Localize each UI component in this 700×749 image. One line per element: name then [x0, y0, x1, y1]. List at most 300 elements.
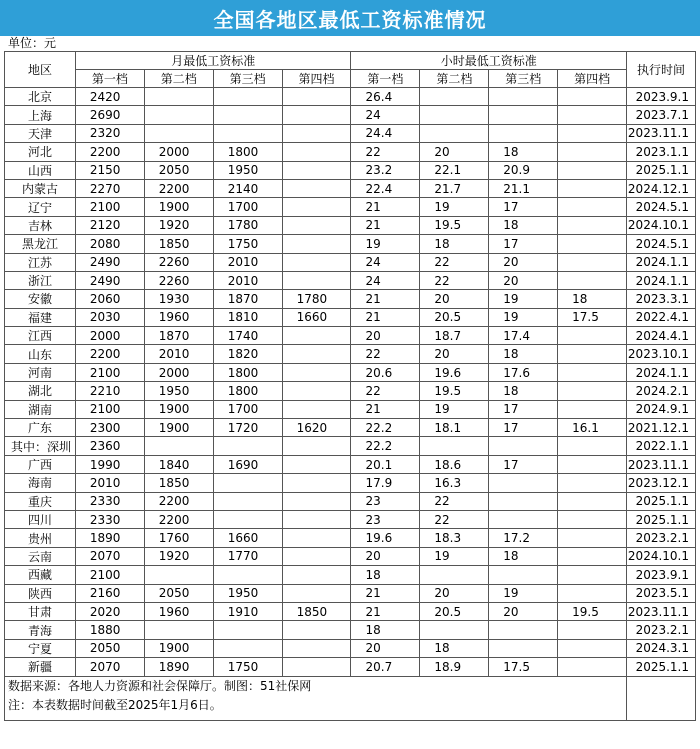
- date-cell: 2022.4.1: [627, 308, 696, 326]
- date-cell: 2023.2.1: [627, 621, 696, 639]
- hourly-tier-1-cell: 22: [351, 382, 420, 400]
- table-row: [5, 327, 696, 345]
- table-row: [5, 492, 696, 510]
- hourly-tier-1-cell: 20.6: [351, 363, 420, 381]
- hourly-tier-1-cell: 20.7: [351, 658, 420, 676]
- monthly-tier-3-cell: 1740: [213, 327, 282, 345]
- hourly-tier-3-cell: 17: [489, 198, 558, 216]
- hourly-tier-4-cell: [558, 161, 627, 179]
- hourly-tier-2-cell: 20: [420, 345, 489, 363]
- date-cell: 2023.9.1: [627, 88, 696, 106]
- monthly-tier-4-cell: [282, 143, 351, 161]
- monthly-tier-4-cell: [282, 106, 351, 124]
- monthly-tier-1-cell: 2100: [75, 400, 144, 418]
- monthly-tier-1-cell: 2030: [75, 308, 144, 326]
- hourly-tier-4-cell: [558, 271, 627, 289]
- hourly-tier-3-cell: 20: [489, 602, 558, 620]
- region-cell: 山西: [5, 161, 76, 179]
- hourly-tier-1-cell: 23.2: [351, 161, 420, 179]
- date-cell: 2023.12.1: [627, 474, 696, 492]
- monthly-tier-1-cell: 2050: [75, 639, 144, 657]
- header-monthly-tier-2: 第二档: [144, 70, 213, 88]
- date-cell: 2025.1.1: [627, 161, 696, 179]
- hourly-tier-2-cell: 18: [420, 235, 489, 253]
- monthly-tier-1-cell: 2020: [75, 602, 144, 620]
- hourly-tier-4-cell: [558, 253, 627, 271]
- monthly-tier-2-cell: 1840: [144, 455, 213, 473]
- monthly-tier-2-cell: 1870: [144, 327, 213, 345]
- hourly-tier-3-cell: 19: [489, 584, 558, 602]
- hourly-tier-2-cell: 20: [420, 584, 489, 602]
- monthly-tier-4-cell: 1660: [282, 308, 351, 326]
- region-cell: 黑龙江: [5, 235, 76, 253]
- hourly-tier-4-cell: [558, 235, 627, 253]
- monthly-tier-2-cell: 1850: [144, 235, 213, 253]
- monthly-tier-2-cell: 2200: [144, 492, 213, 510]
- region-cell: 辽宁: [5, 198, 76, 216]
- monthly-tier-1-cell: 2150: [75, 161, 144, 179]
- hourly-tier-4-cell: [558, 363, 627, 381]
- monthly-tier-3-cell: 2010: [213, 271, 282, 289]
- date-cell: 2023.5.1: [627, 584, 696, 602]
- monthly-tier-4-cell: [282, 621, 351, 639]
- hourly-tier-4-cell: [558, 621, 627, 639]
- monthly-tier-2-cell: [144, 124, 213, 142]
- monthly-tier-4-cell: [282, 235, 351, 253]
- region-cell: 湖北: [5, 382, 76, 400]
- monthly-tier-2-cell: 2000: [144, 143, 213, 161]
- hourly-tier-2-cell: 19: [420, 547, 489, 565]
- hourly-tier-4-cell: [558, 382, 627, 400]
- region-cell: 河南: [5, 363, 76, 381]
- hourly-tier-4-cell: [558, 455, 627, 473]
- hourly-tier-2-cell: 18: [420, 639, 489, 657]
- table-row: [5, 566, 696, 584]
- monthly-tier-1-cell: 2070: [75, 547, 144, 565]
- monthly-tier-1-cell: 2070: [75, 658, 144, 676]
- table-row: [5, 382, 696, 400]
- monthly-tier-2-cell: 1920: [144, 547, 213, 565]
- table-row: [5, 198, 696, 216]
- table-row: [5, 639, 696, 657]
- monthly-tier-2-cell: 1760: [144, 529, 213, 547]
- monthly-tier-4-cell: [282, 584, 351, 602]
- monthly-tier-1-cell: 2300: [75, 419, 144, 437]
- hourly-tier-2-cell: 18.9: [420, 658, 489, 676]
- monthly-tier-1-cell: 2100: [75, 566, 144, 584]
- hourly-tier-2-cell: 18.7: [420, 327, 489, 345]
- monthly-tier-2-cell: [144, 437, 213, 455]
- monthly-tier-3-cell: 1800: [213, 382, 282, 400]
- region-cell: 海南: [5, 474, 76, 492]
- hourly-tier-1-cell: 21: [351, 198, 420, 216]
- monthly-tier-3-cell: [213, 492, 282, 510]
- region-cell: 广西: [5, 455, 76, 473]
- table-row: [5, 510, 696, 528]
- date-cell: 2024.5.1: [627, 198, 696, 216]
- region-cell: 广东: [5, 419, 76, 437]
- hourly-tier-3-cell: 17.4: [489, 327, 558, 345]
- region-cell: 新疆: [5, 658, 76, 676]
- monthly-tier-2-cell: 2010: [144, 345, 213, 363]
- hourly-tier-1-cell: 22.2: [351, 437, 420, 455]
- monthly-tier-2-cell: 2200: [144, 510, 213, 528]
- table-row: [5, 437, 696, 455]
- date-cell: 2023.7.1: [627, 106, 696, 124]
- date-note: 注：本表数据时间截至2025年1月6日。: [8, 697, 222, 712]
- monthly-tier-4-cell: [282, 474, 351, 492]
- hourly-tier-1-cell: 19: [351, 235, 420, 253]
- header-date: 执行时间: [627, 52, 696, 88]
- hourly-tier-1-cell: 21: [351, 602, 420, 620]
- hourly-tier-4-cell: [558, 143, 627, 161]
- region-cell: 吉林: [5, 216, 76, 234]
- monthly-tier-4-cell: [282, 216, 351, 234]
- hourly-tier-3-cell: 20: [489, 253, 558, 271]
- hourly-tier-2-cell: 20: [420, 290, 489, 308]
- monthly-tier-2-cell: 1900: [144, 639, 213, 657]
- region-cell: 内蒙古: [5, 179, 76, 197]
- hourly-tier-4-cell: [558, 584, 627, 602]
- table-row: [5, 271, 696, 289]
- table-row: [5, 658, 696, 676]
- date-cell: 2024.5.1: [627, 235, 696, 253]
- table-row: [5, 621, 696, 639]
- monthly-tier-4-cell: [282, 400, 351, 418]
- hourly-tier-2-cell: [420, 88, 489, 106]
- hourly-tier-1-cell: 22: [351, 345, 420, 363]
- hourly-tier-3-cell: [489, 106, 558, 124]
- hourly-tier-4-cell: [558, 658, 627, 676]
- region-cell: 山东: [5, 345, 76, 363]
- region-cell: 其中：深圳: [5, 437, 76, 455]
- monthly-tier-4-cell: [282, 124, 351, 142]
- date-cell: 2022.1.1: [627, 437, 696, 455]
- hourly-tier-1-cell: 24: [351, 253, 420, 271]
- monthly-tier-3-cell: [213, 621, 282, 639]
- monthly-tier-1-cell: 2270: [75, 179, 144, 197]
- monthly-tier-2-cell: 1900: [144, 419, 213, 437]
- monthly-tier-4-cell: [282, 179, 351, 197]
- date-cell: 2024.9.1: [627, 400, 696, 418]
- monthly-tier-1-cell: 2320: [75, 124, 144, 142]
- hourly-tier-4-cell: [558, 529, 627, 547]
- monthly-tier-2-cell: 2200: [144, 179, 213, 197]
- monthly-tier-4-cell: [282, 88, 351, 106]
- hourly-tier-2-cell: 19: [420, 198, 489, 216]
- hourly-tier-1-cell: 23: [351, 492, 420, 510]
- monthly-tier-4-cell: [282, 253, 351, 271]
- hourly-tier-4-cell: [558, 124, 627, 142]
- monthly-tier-3-cell: 1800: [213, 143, 282, 161]
- region-cell: 上海: [5, 106, 76, 124]
- monthly-tier-1-cell: 2200: [75, 143, 144, 161]
- table-row: [5, 584, 696, 602]
- monthly-tier-3-cell: 1720: [213, 419, 282, 437]
- table-row: [5, 216, 696, 234]
- hourly-tier-3-cell: [489, 474, 558, 492]
- table-row: [5, 235, 696, 253]
- hourly-tier-1-cell: 20.1: [351, 455, 420, 473]
- monthly-tier-1-cell: 2120: [75, 216, 144, 234]
- header-monthly-tier-3: 第三档: [213, 70, 282, 88]
- monthly-tier-4-cell: 1780: [282, 290, 351, 308]
- table-row: [5, 290, 696, 308]
- hourly-tier-2-cell: 19.5: [420, 382, 489, 400]
- footnotes: [5, 676, 627, 720]
- monthly-tier-1-cell: 2490: [75, 253, 144, 271]
- hourly-tier-2-cell: 20.5: [420, 308, 489, 326]
- hourly-tier-3-cell: 17: [489, 400, 558, 418]
- monthly-tier-4-cell: [282, 658, 351, 676]
- monthly-tier-2-cell: [144, 88, 213, 106]
- hourly-tier-4-cell: [558, 437, 627, 455]
- hourly-tier-4-cell: [558, 88, 627, 106]
- header-monthly-tier-4: 第四档: [282, 70, 351, 88]
- hourly-tier-2-cell: [420, 437, 489, 455]
- date-cell: 2023.1.1: [627, 143, 696, 161]
- date-cell: 2023.11.1: [627, 124, 696, 142]
- monthly-tier-2-cell: 2000: [144, 363, 213, 381]
- hourly-tier-2-cell: 16.3: [420, 474, 489, 492]
- monthly-tier-3-cell: 1810: [213, 308, 282, 326]
- region-cell: 云南: [5, 547, 76, 565]
- hourly-tier-1-cell: 21: [351, 584, 420, 602]
- hourly-tier-2-cell: 18.1: [420, 419, 489, 437]
- date-cell: 2024.1.1: [627, 253, 696, 271]
- monthly-tier-1-cell: 2100: [75, 363, 144, 381]
- monthly-tier-2-cell: 2050: [144, 584, 213, 602]
- monthly-tier-2-cell: 2050: [144, 161, 213, 179]
- hourly-tier-4-cell: [558, 547, 627, 565]
- monthly-tier-2-cell: 1900: [144, 400, 213, 418]
- hourly-tier-1-cell: 22.4: [351, 179, 420, 197]
- hourly-tier-1-cell: 20: [351, 639, 420, 657]
- table-row: [5, 124, 696, 142]
- monthly-tier-3-cell: 1950: [213, 161, 282, 179]
- monthly-tier-2-cell: 1960: [144, 602, 213, 620]
- date-cell: 2024.10.1: [627, 216, 696, 234]
- table-row: [5, 547, 696, 565]
- region-cell: 浙江: [5, 271, 76, 289]
- monthly-tier-3-cell: [213, 124, 282, 142]
- hourly-tier-1-cell: 23: [351, 510, 420, 528]
- monthly-tier-3-cell: 1870: [213, 290, 282, 308]
- monthly-tier-3-cell: 1700: [213, 198, 282, 216]
- date-cell: 2024.4.1: [627, 327, 696, 345]
- region-cell: 天津: [5, 124, 76, 142]
- monthly-tier-4-cell: [282, 639, 351, 657]
- monthly-tier-4-cell: [282, 161, 351, 179]
- hourly-tier-3-cell: 17: [489, 235, 558, 253]
- monthly-tier-1-cell: 2200: [75, 345, 144, 363]
- monthly-tier-3-cell: 1750: [213, 235, 282, 253]
- monthly-tier-3-cell: 1770: [213, 547, 282, 565]
- date-cell: 2025.1.1: [627, 510, 696, 528]
- hourly-tier-3-cell: [489, 639, 558, 657]
- min-wage-table: [4, 51, 696, 721]
- monthly-tier-4-cell: [282, 345, 351, 363]
- hourly-tier-4-cell: [558, 345, 627, 363]
- hourly-tier-3-cell: [489, 621, 558, 639]
- hourly-tier-2-cell: 19.5: [420, 216, 489, 234]
- hourly-tier-3-cell: 17.5: [489, 658, 558, 676]
- footnote-empty-cell: [627, 676, 696, 720]
- hourly-tier-3-cell: 17.6: [489, 363, 558, 381]
- hourly-tier-4-cell: [558, 198, 627, 216]
- hourly-tier-3-cell: [489, 510, 558, 528]
- date-cell: 2024.10.1: [627, 547, 696, 565]
- monthly-tier-2-cell: 1960: [144, 308, 213, 326]
- page-title: 全国各地区最低工资标准情况: [0, 0, 700, 36]
- monthly-tier-3-cell: 1700: [213, 400, 282, 418]
- hourly-tier-3-cell: [489, 124, 558, 142]
- monthly-tier-4-cell: [282, 437, 351, 455]
- monthly-tier-1-cell: 2210: [75, 382, 144, 400]
- header-hourly-tier-1: 第一档: [351, 70, 420, 88]
- hourly-tier-3-cell: 17: [489, 419, 558, 437]
- hourly-tier-2-cell: 22: [420, 271, 489, 289]
- hourly-tier-3-cell: [489, 566, 558, 584]
- hourly-tier-3-cell: 18: [489, 143, 558, 161]
- region-cell: 湖南: [5, 400, 76, 418]
- monthly-tier-4-cell: [282, 547, 351, 565]
- monthly-tier-3-cell: [213, 106, 282, 124]
- table-row: [5, 253, 696, 271]
- hourly-tier-4-cell: [558, 566, 627, 584]
- table-row: [5, 602, 696, 620]
- hourly-tier-3-cell: 21.1: [489, 179, 558, 197]
- hourly-tier-2-cell: 20: [420, 143, 489, 161]
- monthly-tier-1-cell: 2690: [75, 106, 144, 124]
- region-cell: 贵州: [5, 529, 76, 547]
- monthly-tier-2-cell: 1930: [144, 290, 213, 308]
- monthly-tier-1-cell: 2080: [75, 235, 144, 253]
- hourly-tier-3-cell: [489, 437, 558, 455]
- hourly-tier-1-cell: 24: [351, 271, 420, 289]
- region-cell: 重庆: [5, 492, 76, 510]
- hourly-tier-1-cell: 22: [351, 143, 420, 161]
- monthly-tier-2-cell: 1920: [144, 216, 213, 234]
- monthly-tier-1-cell: 2360: [75, 437, 144, 455]
- hourly-tier-1-cell: 21: [351, 290, 420, 308]
- monthly-tier-4-cell: [282, 198, 351, 216]
- hourly-tier-4-cell: [558, 327, 627, 345]
- monthly-tier-3-cell: [213, 510, 282, 528]
- monthly-tier-4-cell: [282, 327, 351, 345]
- hourly-tier-3-cell: 18: [489, 382, 558, 400]
- table-row: [5, 363, 696, 381]
- hourly-tier-1-cell: 20: [351, 547, 420, 565]
- monthly-tier-3-cell: [213, 88, 282, 106]
- monthly-tier-4-cell: [282, 566, 351, 584]
- hourly-tier-1-cell: 18: [351, 621, 420, 639]
- hourly-tier-1-cell: 21: [351, 400, 420, 418]
- monthly-tier-1-cell: 2330: [75, 510, 144, 528]
- monthly-tier-3-cell: [213, 639, 282, 657]
- monthly-tier-3-cell: 1910: [213, 602, 282, 620]
- hourly-tier-2-cell: 18.6: [420, 455, 489, 473]
- hourly-tier-1-cell: 21: [351, 216, 420, 234]
- date-cell: 2024.1.1: [627, 271, 696, 289]
- region-cell: 江苏: [5, 253, 76, 271]
- hourly-tier-3-cell: [489, 492, 558, 510]
- hourly-tier-4-cell: [558, 474, 627, 492]
- monthly-tier-4-cell: 1620: [282, 419, 351, 437]
- table-row: [5, 529, 696, 547]
- monthly-tier-3-cell: 2010: [213, 253, 282, 271]
- monthly-tier-4-cell: 1850: [282, 602, 351, 620]
- hourly-tier-1-cell: 19.6: [351, 529, 420, 547]
- monthly-tier-2-cell: [144, 106, 213, 124]
- hourly-tier-2-cell: 18.3: [420, 529, 489, 547]
- monthly-tier-3-cell: [213, 566, 282, 584]
- monthly-tier-1-cell: 2490: [75, 271, 144, 289]
- table-row: [5, 143, 696, 161]
- table-row: [5, 308, 696, 326]
- hourly-tier-3-cell: 20.9: [489, 161, 558, 179]
- monthly-tier-1-cell: 2060: [75, 290, 144, 308]
- table-row: [5, 161, 696, 179]
- hourly-tier-4-cell: 16.1: [558, 419, 627, 437]
- hourly-tier-2-cell: 21.7: [420, 179, 489, 197]
- source-note: 数据来源：各地人力资源和社会保障厅。制图：51社保网: [8, 678, 312, 693]
- region-cell: 青海: [5, 621, 76, 639]
- hourly-tier-4-cell: 19.5: [558, 602, 627, 620]
- hourly-tier-4-cell: [558, 639, 627, 657]
- hourly-tier-4-cell: 18: [558, 290, 627, 308]
- header-hourly: 小时最低工资标准: [351, 52, 627, 70]
- hourly-tier-1-cell: 17.9: [351, 474, 420, 492]
- region-cell: 甘肃: [5, 602, 76, 620]
- monthly-tier-3-cell: 2140: [213, 179, 282, 197]
- region-cell: 福建: [5, 308, 76, 326]
- header-hourly-tier-4: 第四档: [558, 70, 627, 88]
- region-cell: 西藏: [5, 566, 76, 584]
- monthly-tier-1-cell: 2100: [75, 198, 144, 216]
- hourly-tier-4-cell: [558, 216, 627, 234]
- hourly-tier-1-cell: 24: [351, 106, 420, 124]
- monthly-tier-3-cell: 1690: [213, 455, 282, 473]
- region-cell: 宁夏: [5, 639, 76, 657]
- date-cell: 2023.11.1: [627, 602, 696, 620]
- hourly-tier-2-cell: [420, 621, 489, 639]
- monthly-tier-1-cell: 2420: [75, 88, 144, 106]
- monthly-tier-2-cell: [144, 566, 213, 584]
- hourly-tier-2-cell: 19.6: [420, 363, 489, 381]
- monthly-tier-4-cell: [282, 455, 351, 473]
- monthly-tier-4-cell: [282, 492, 351, 510]
- date-cell: 2024.3.1: [627, 639, 696, 657]
- monthly-tier-2-cell: 1900: [144, 198, 213, 216]
- hourly-tier-3-cell: 19: [489, 290, 558, 308]
- hourly-tier-3-cell: 18: [489, 216, 558, 234]
- monthly-tier-3-cell: 1820: [213, 345, 282, 363]
- region-cell: 四川: [5, 510, 76, 528]
- monthly-tier-2-cell: 1850: [144, 474, 213, 492]
- date-cell: 2023.3.1: [627, 290, 696, 308]
- date-cell: 2023.10.1: [627, 345, 696, 363]
- table-row: [5, 106, 696, 124]
- hourly-tier-4-cell: [558, 179, 627, 197]
- hourly-tier-2-cell: [420, 124, 489, 142]
- hourly-tier-1-cell: 18: [351, 566, 420, 584]
- monthly-tier-4-cell: [282, 363, 351, 381]
- monthly-tier-1-cell: 2010: [75, 474, 144, 492]
- hourly-tier-2-cell: 20.5: [420, 602, 489, 620]
- monthly-tier-3-cell: 1780: [213, 216, 282, 234]
- date-cell: 2024.2.1: [627, 382, 696, 400]
